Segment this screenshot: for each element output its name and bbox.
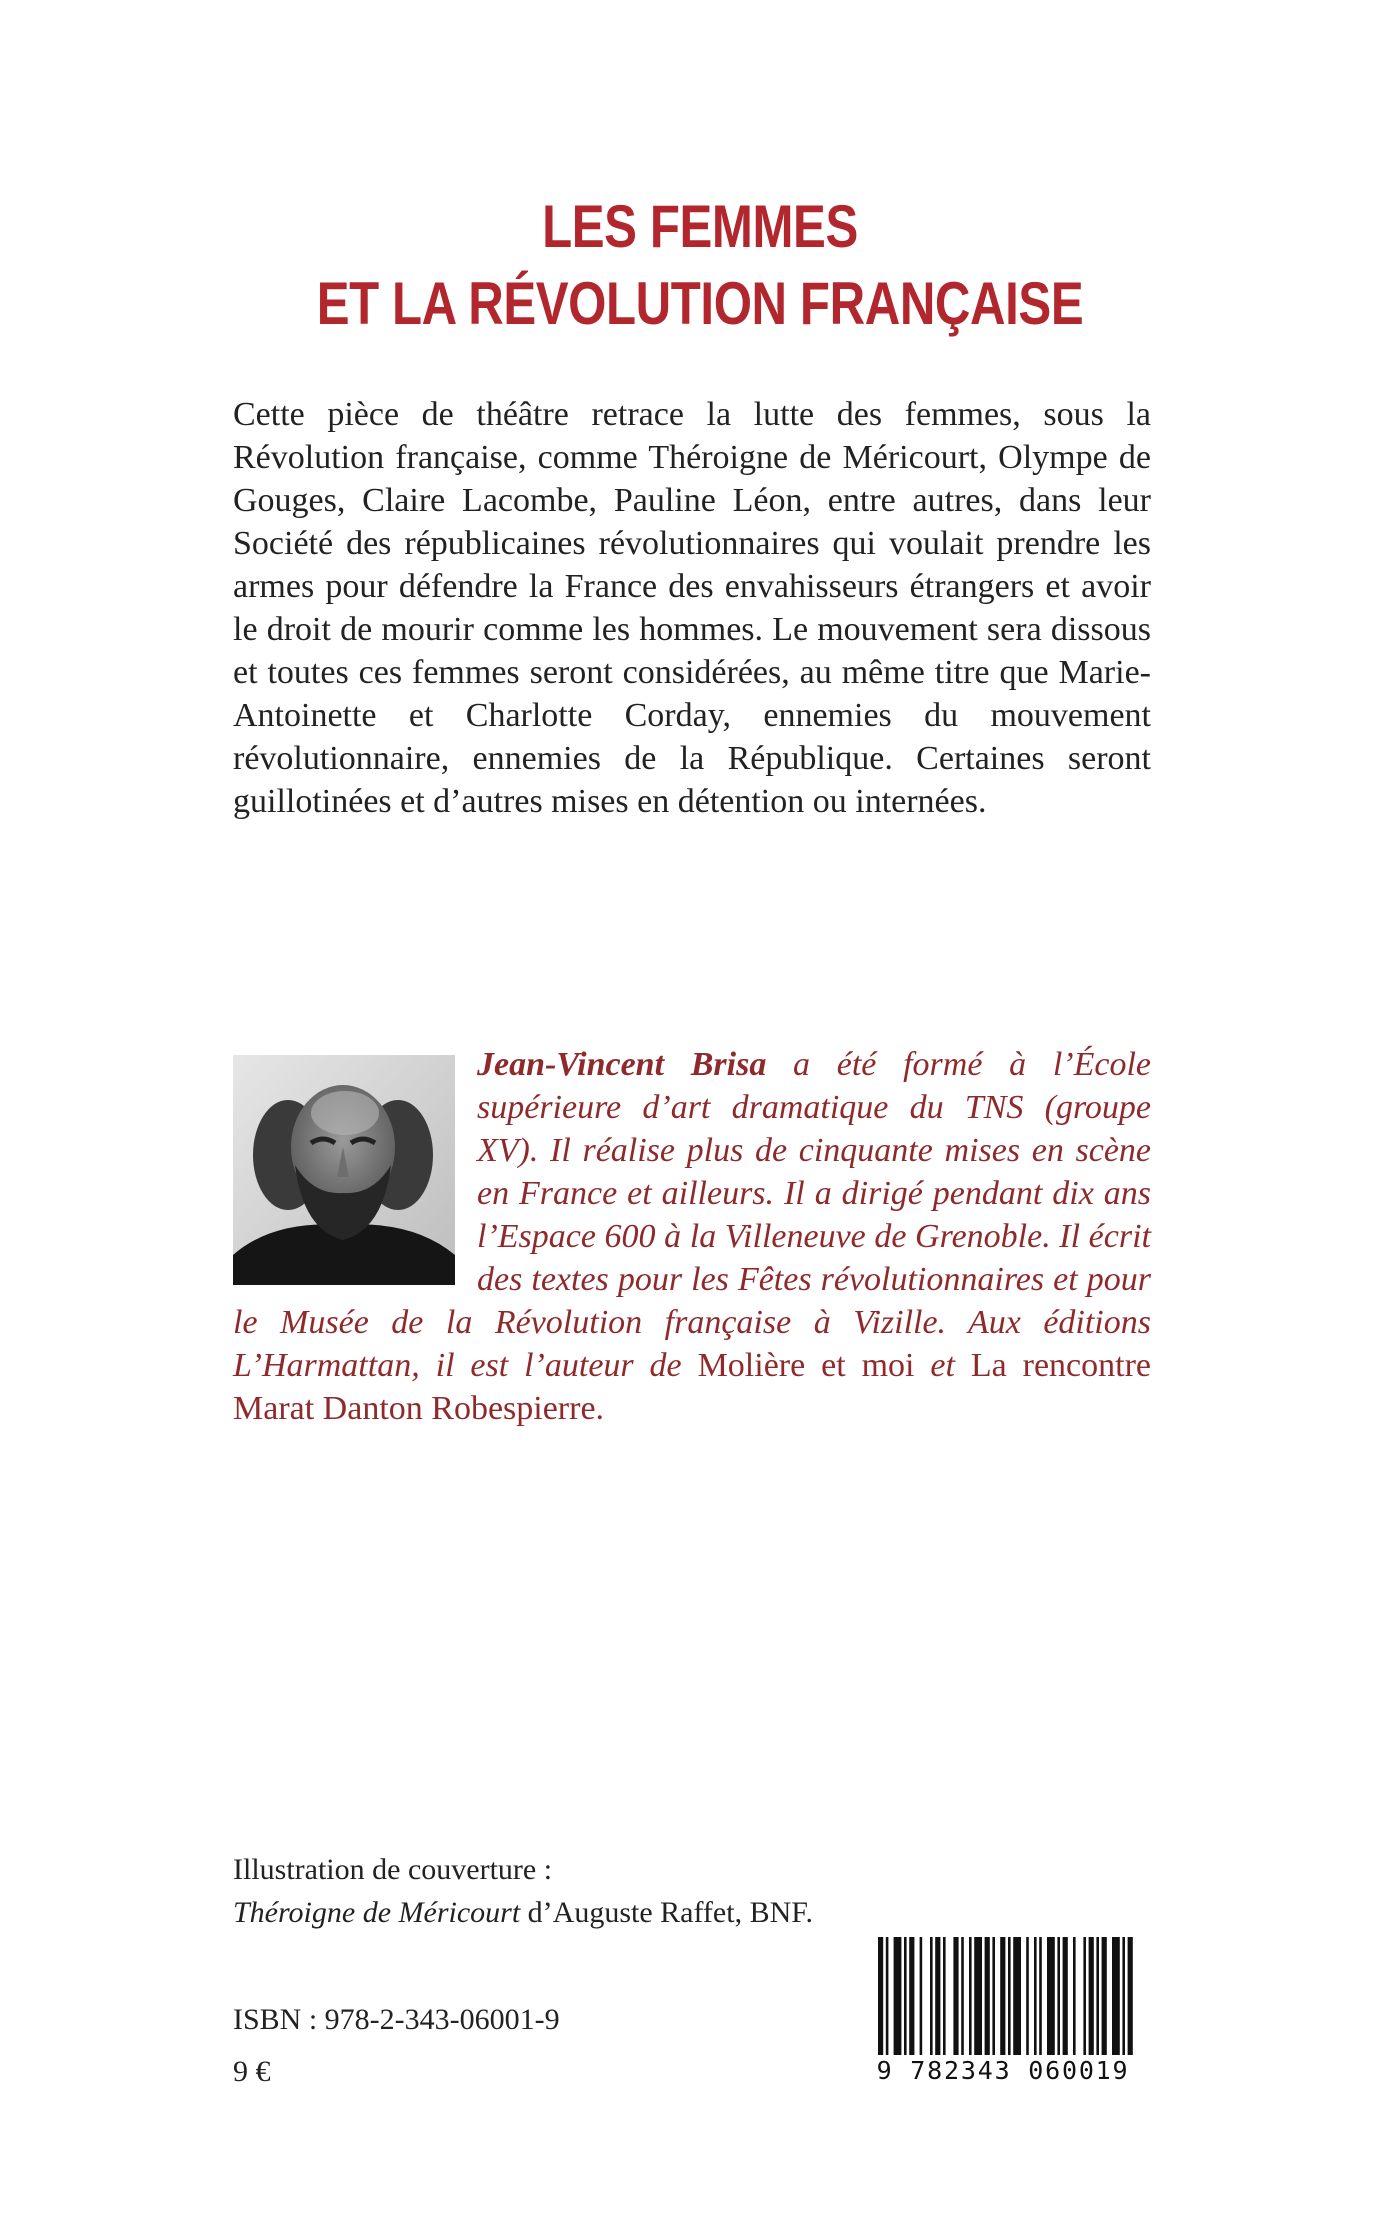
book-title-line-2: ET LA RÉVOLUTION FRANÇAISE (316, 270, 1084, 338)
barcode-bar (878, 1937, 883, 2055)
price: 9 € (233, 2055, 271, 2088)
barcode-bar (930, 1937, 933, 2055)
barcode-bar (1083, 1937, 1086, 2055)
barcode-bar (992, 1937, 995, 2055)
cover-credit-label: Illustration de couverture : (233, 1853, 553, 1886)
author-name: Jean-Vincent Brisa (477, 1046, 767, 1083)
barcode-bar (953, 1937, 958, 2055)
barcode-bar (974, 1937, 982, 2055)
barcode-bar (1112, 1937, 1120, 2055)
barcode-bar (943, 1937, 946, 2055)
cover-credit (233, 1848, 813, 1934)
illustration-title: Théroigne de Méricourt (233, 1896, 521, 1929)
barcode-bar (1039, 1937, 1042, 2055)
bio-connector: et (914, 1347, 971, 1384)
work-title-1: Molière et moi (697, 1347, 915, 1384)
illustration-author: d’Auguste Raffet, BNF. (520, 1896, 814, 1929)
isbn: ISBN : 978-2-343-06001-9 (233, 2003, 560, 2036)
summary-paragraph: Cette pièce de théâtre retrace la lutte des femmes, sous la Révolution française, comme Théroigne de Méricourt, Olympe de Gouges, Claire Lacombe, Pauline Léon, entre autres, dans leur Société des républicaines révolutionnaires qui voulait prendre les armes pour défendre la France des envahisseurs étrangers et avoir le droit de mourir comme les hommes. Le mouvement sera dissous et toutes ces femmes seront considérées, au même titre que Marie-Antoinette et Charlotte Corday, ennemies du mouvement révolutionnaire, ennemies de la République. Certaines seront guillotinées et d’autres mises en détention ou internées. (233, 396, 1151, 820)
barcode-bar (935, 1937, 940, 2055)
bio-text: a été formé à l’École supérieure d’art dramatique du TNS (groupe XV). Il réalise plus de cinquante mises en scène en France et ailleurs. Il a dirigé pendant dix ans l’Espace 600 à la Villeneuve de Grenoble. Il écrit des textes pour les Fêtes révolutionnaires et pour le Musée de la Révolution française à Vizille. Aux éditions L’Harmattan, il est l’auteur de (233, 1046, 1151, 1384)
barcode-bar (1008, 1937, 1011, 2055)
cover-credit-line (233, 1891, 813, 1934)
barcode-bar (894, 1937, 902, 2055)
barcode-bar (909, 1937, 914, 2055)
author-portrait-image (233, 1055, 455, 1285)
barcode-bar (961, 1937, 964, 2055)
barcode-bar (920, 1937, 923, 2055)
barcode-bar (1026, 1937, 1029, 2055)
author-bio (233, 1043, 1151, 1430)
barcode-bar (1128, 1937, 1133, 2055)
barcode-bar (1073, 1937, 1076, 2055)
barcode-bar (969, 1937, 972, 2055)
barcode-digits: 9 782343 060019 (872, 2058, 1134, 2084)
book-title-line-1: LES FEMMES (542, 193, 858, 261)
barcode-bar (1013, 1937, 1021, 2055)
barcode-bar (1102, 1937, 1107, 2055)
barcode (872, 1931, 1134, 2076)
barcode-bar (1063, 1937, 1068, 2055)
barcode-bar (1122, 1937, 1125, 2055)
barcode-bar (886, 1937, 889, 2055)
barcode-bar (985, 1937, 990, 2055)
author-portrait (233, 1055, 455, 1285)
work-title-2: La rencontre Marat Danton Robespierre (233, 1347, 1151, 1427)
barcode-bar (1000, 1937, 1005, 2055)
book-title (126, 188, 1274, 342)
barcode-bar (1089, 1937, 1094, 2055)
barcode-bar (1034, 1937, 1037, 2055)
barcode-bar (904, 1937, 907, 2055)
barcode-bar (1047, 1937, 1055, 2055)
barcode-bar (1057, 1937, 1060, 2055)
barcode-bar (1096, 1937, 1099, 2055)
barcode-bars (872, 1931, 1134, 2076)
bio-end: . (595, 1390, 605, 1427)
